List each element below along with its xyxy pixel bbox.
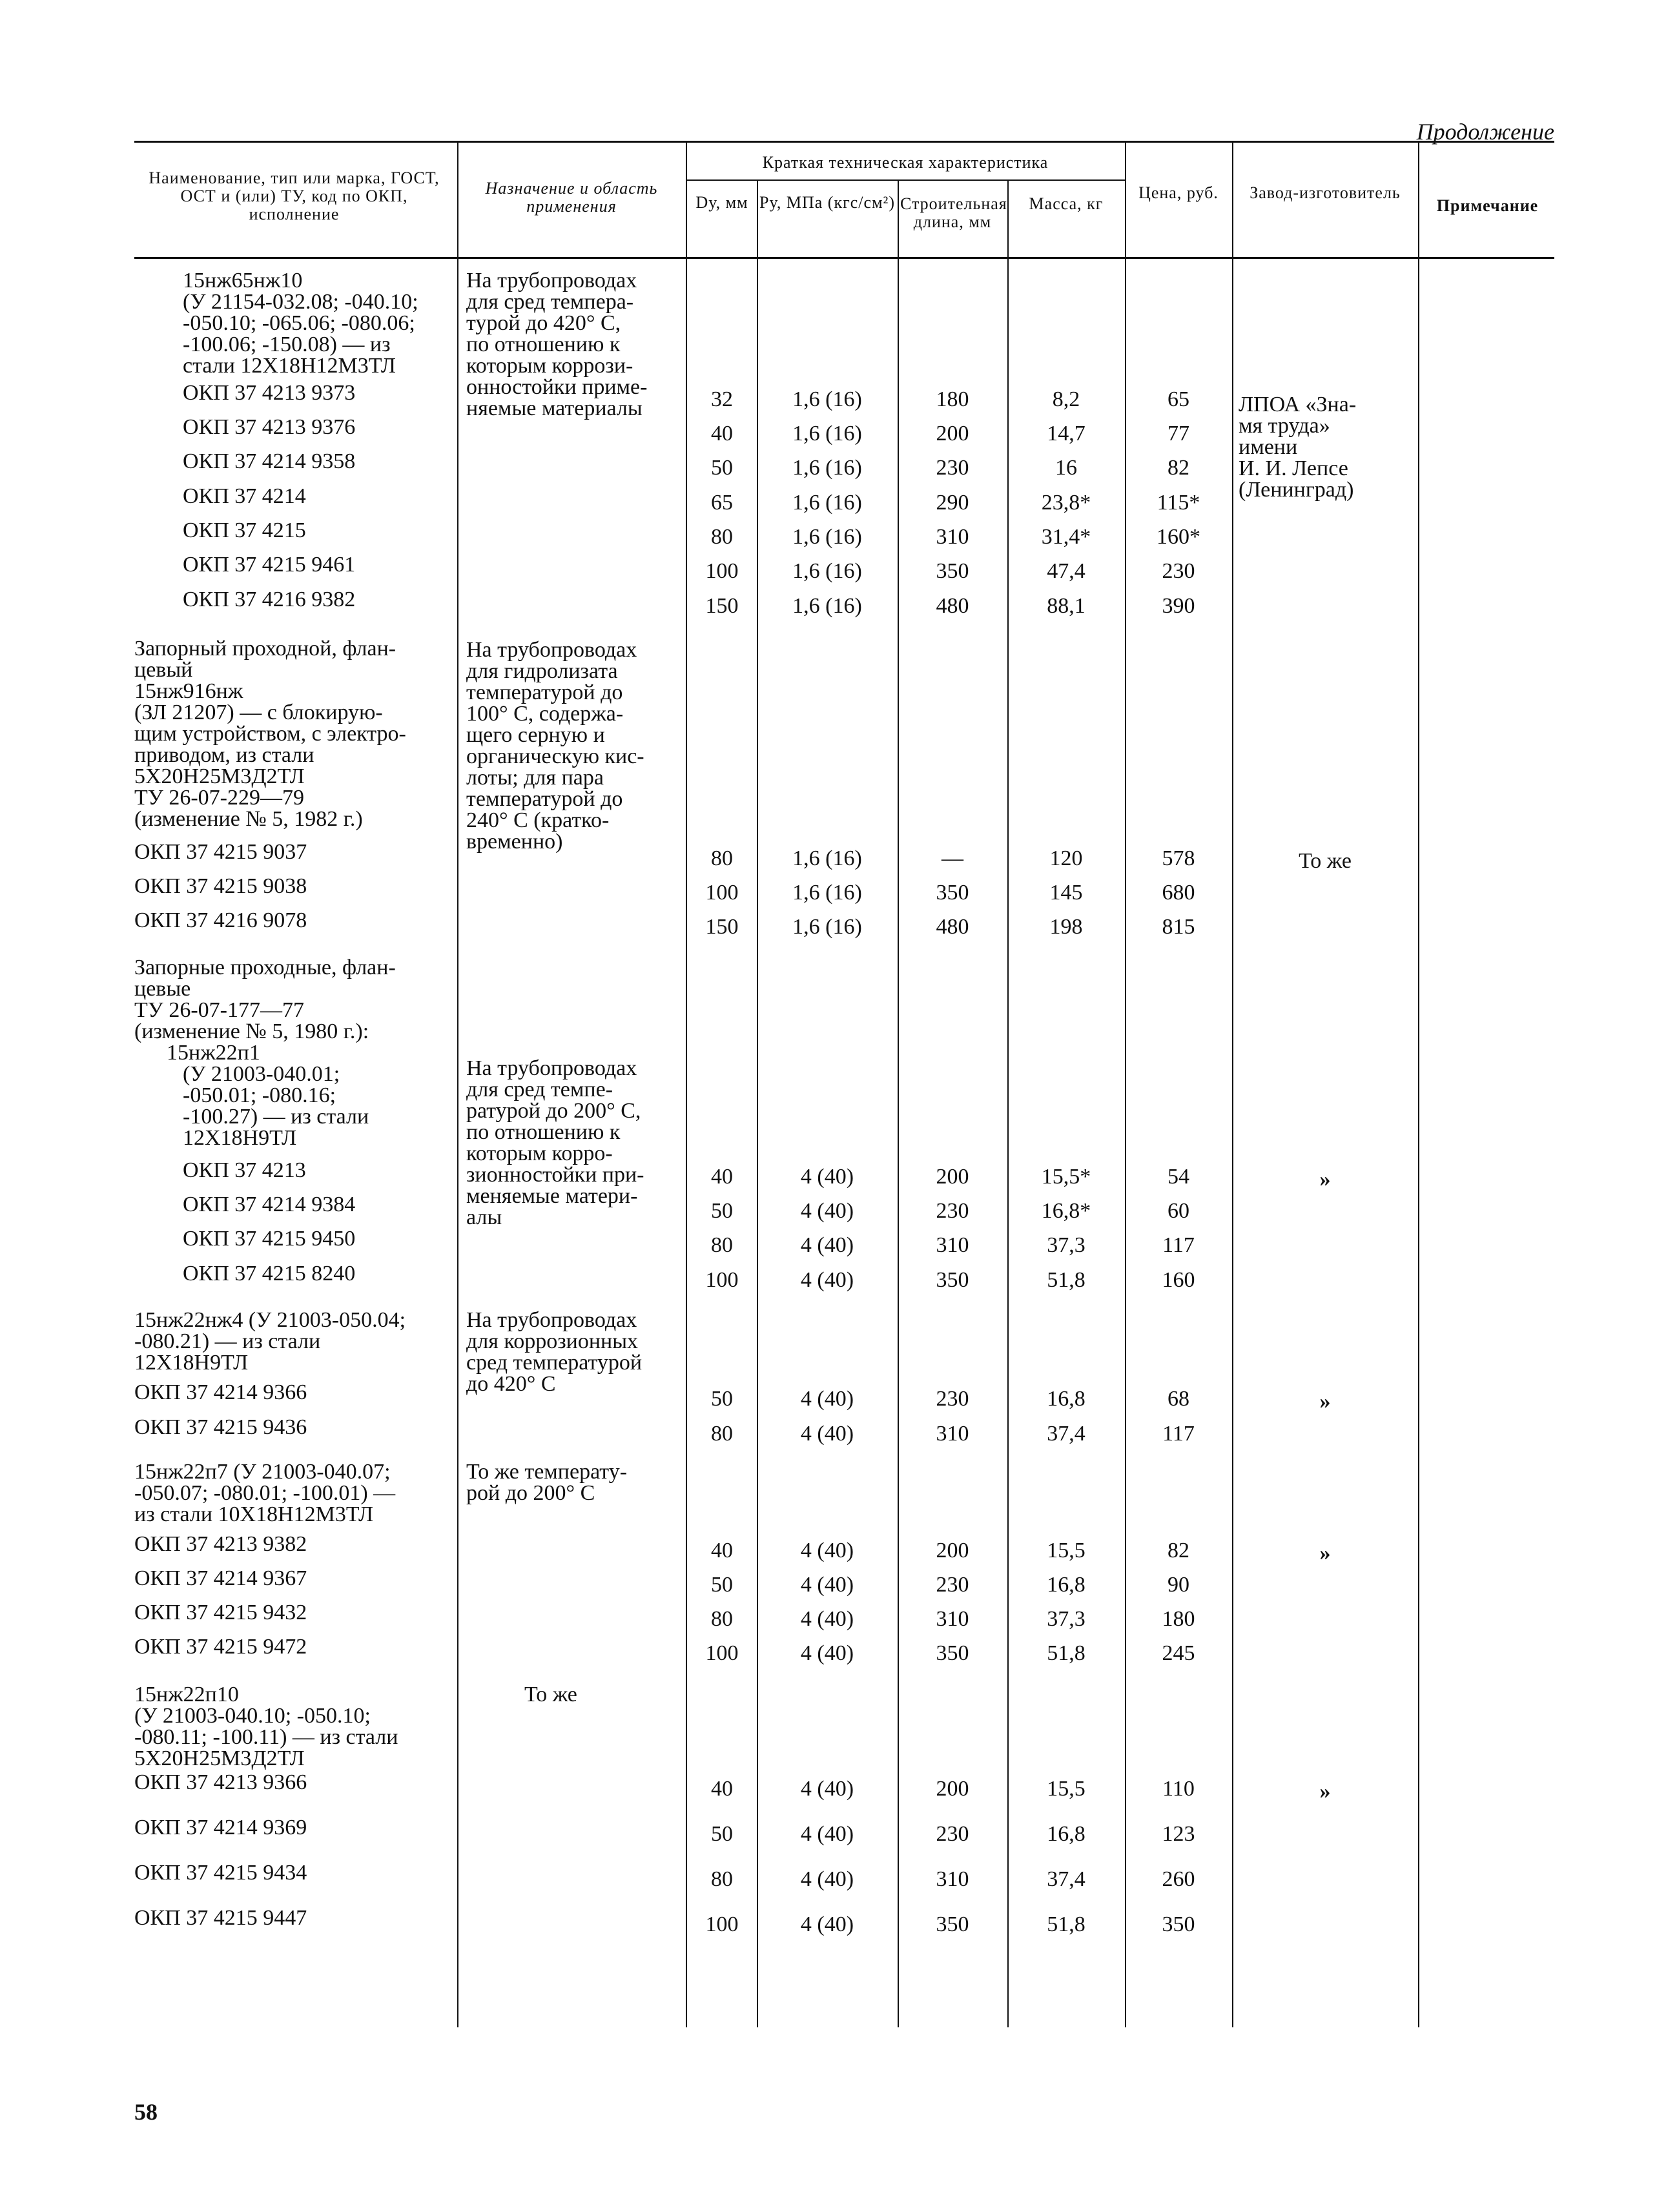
- mass-value: 23,8*: [1041, 491, 1091, 515]
- mass-value: 51,8: [1047, 1268, 1085, 1292]
- py-value: 4 (40): [800, 1422, 854, 1446]
- mass-value: 51,8: [1047, 1641, 1085, 1665]
- okp-code: ОКП 37 4214: [183, 484, 306, 508]
- item-title-line: 15нж65нж10: [183, 269, 303, 292]
- price-value: 110: [1162, 1777, 1195, 1801]
- dy-value: 65: [711, 491, 733, 515]
- maker-cell: »: [1319, 1167, 1331, 1191]
- purpose-line: для коррозионных: [466, 1329, 639, 1353]
- purpose-line: щего серную и: [466, 723, 605, 747]
- purpose-line: турой до 420° С,: [466, 311, 621, 335]
- purpose-line: для сред темпера-: [466, 290, 634, 314]
- length-value: 230: [936, 1822, 969, 1846]
- mass-value: 15,5*: [1041, 1165, 1091, 1189]
- length-value: 310: [936, 1867, 969, 1891]
- price-value: 54: [1168, 1165, 1189, 1189]
- okp-code: ОКП 37 4216 9078: [134, 908, 307, 932]
- okp-code: ОКП 37 4214 9367: [134, 1566, 307, 1590]
- dy-value: 40: [711, 1165, 733, 1189]
- price-value: 117: [1162, 1422, 1195, 1446]
- py-value: 4 (40): [800, 1607, 854, 1631]
- length-value: 480: [936, 594, 969, 618]
- purpose-line: для гидролизата: [466, 659, 618, 683]
- maker-cell: »: [1319, 1779, 1331, 1803]
- price-value: 65: [1168, 387, 1189, 411]
- maker-cell: То же: [1299, 849, 1352, 873]
- length-value: 230: [936, 1199, 969, 1223]
- maker-line: (Ленинград): [1239, 478, 1354, 502]
- price-value: 180: [1162, 1607, 1195, 1631]
- item-title-line: (У 21003-040.01;: [183, 1062, 340, 1086]
- item-title-line: приводом, из стали: [134, 743, 314, 767]
- mass-value: 37,4: [1047, 1867, 1085, 1891]
- header-maker: Завод-изготовитель: [1250, 183, 1401, 202]
- py-value: 4 (40): [800, 1822, 854, 1846]
- item-title-line: цевый: [134, 658, 193, 682]
- mass-value: 16,8: [1047, 1822, 1085, 1846]
- mass-value: 37,3: [1047, 1233, 1085, 1257]
- okp-code: ОКП 37 4213: [183, 1158, 306, 1182]
- mass-value: 15,5: [1047, 1777, 1085, 1801]
- okp-code: ОКП 37 4215 9432: [134, 1601, 307, 1624]
- item-title-line: Запорные проходные, флан-: [134, 956, 396, 979]
- item-title-line: -100.27) — из стали: [183, 1105, 369, 1129]
- item-title-line: -080.21) — из стали: [134, 1329, 321, 1353]
- col-line: [1007, 179, 1009, 2027]
- purpose-line: няемые материалы: [466, 396, 643, 420]
- mass-value: 120: [1049, 846, 1083, 870]
- mass-value: 47,4: [1047, 559, 1085, 583]
- okp-code: ОКП 37 4215 9434: [134, 1861, 307, 1885]
- length-value: 290: [936, 491, 969, 515]
- okp-code: ОКП 37 4215 9450: [183, 1227, 356, 1251]
- price-value: 815: [1162, 915, 1195, 939]
- header-tech-group: Краткая техническая характеристика: [762, 153, 1049, 172]
- col-line: [686, 142, 687, 2027]
- header-bottom-rule: [134, 257, 1554, 259]
- okp-code: ОКП 37 4215 9037: [134, 840, 307, 864]
- py-value: 1,6 (16): [792, 491, 862, 515]
- price-value: 578: [1162, 846, 1195, 870]
- col-line: [898, 179, 899, 2027]
- okp-code: ОКП 37 4213 9382: [134, 1532, 307, 1556]
- purpose-line: На трубопроводах: [466, 1056, 637, 1080]
- dy-value: 150: [705, 915, 739, 939]
- dy-value: 40: [711, 422, 733, 445]
- length-value: 310: [936, 1422, 969, 1446]
- length-value: 200: [936, 422, 969, 445]
- okp-code: ОКП 37 4213 9376: [183, 415, 356, 439]
- price-value: 245: [1162, 1641, 1195, 1665]
- py-value: 4 (40): [800, 1165, 854, 1189]
- price-value: 90: [1168, 1573, 1189, 1597]
- purpose-line: На трубопроводах: [466, 1308, 637, 1332]
- okp-code: ОКП 37 4215 9436: [134, 1415, 307, 1439]
- dy-value: 100: [705, 1641, 739, 1665]
- dy-value: 50: [711, 1387, 733, 1411]
- price-value: 350: [1162, 1912, 1195, 1936]
- dy-value: 80: [711, 1607, 733, 1631]
- col-line: [457, 142, 458, 2027]
- py-value: 4 (40): [800, 1199, 854, 1223]
- dy-value: 50: [711, 1822, 733, 1846]
- purpose-line: температурой до: [466, 681, 623, 704]
- dy-value: 100: [705, 881, 739, 905]
- dy-value: 100: [705, 559, 739, 583]
- purpose-line: онностойки приме-: [466, 375, 648, 399]
- dy-value: 80: [711, 525, 733, 549]
- okp-code: ОКП 37 4215 9447: [134, 1906, 307, 1930]
- tech-group-rule: [686, 179, 1125, 181]
- py-value: 1,6 (16): [792, 525, 862, 549]
- purpose-line: для сред темпе-: [466, 1078, 613, 1101]
- item-title-line: (изменение № 5, 1982 г.): [134, 807, 363, 831]
- price-value: 68: [1168, 1387, 1189, 1411]
- dy-value: 80: [711, 1422, 733, 1446]
- header-price: Цена, руб.: [1138, 183, 1219, 202]
- dy-value: 50: [711, 1573, 733, 1597]
- okp-code: ОКП 37 4214 9366: [134, 1380, 307, 1404]
- col-line: [1418, 142, 1419, 2027]
- dy-value: 100: [705, 1268, 739, 1292]
- item-title-line: 15нж22п7 (У 21003-040.07;: [134, 1460, 391, 1484]
- mass-value: 16,8*: [1041, 1199, 1091, 1223]
- purpose-line: температурой до: [466, 787, 623, 811]
- py-value: 1,6 (16): [792, 422, 862, 445]
- okp-code: ОКП 37 4215 9038: [134, 874, 307, 898]
- py-value: 4 (40): [800, 1539, 854, 1562]
- py-value: 1,6 (16): [792, 881, 862, 905]
- item-title-line: (У 21003-040.10; -050.10;: [134, 1704, 371, 1728]
- purpose-line: органическую кис-: [466, 744, 644, 768]
- length-value: 180: [936, 387, 969, 411]
- item-title-line: (ЗЛ 21207) — с блокирую-: [134, 701, 383, 724]
- mass-value: 15,5: [1047, 1539, 1085, 1562]
- dy-value: 40: [711, 1777, 733, 1801]
- item-title-line: -050.10; -065.06; -080.06;: [183, 311, 415, 335]
- mass-value: 8,2: [1052, 387, 1080, 411]
- col-line: [1232, 142, 1233, 2027]
- item-title-line: -080.11; -100.11) — из стали: [134, 1725, 398, 1749]
- maker-line: И. И. Лепсе: [1239, 456, 1348, 480]
- mass-value: 37,4: [1047, 1422, 1085, 1446]
- col-line: [757, 179, 758, 2027]
- dy-value: 100: [705, 1912, 739, 1936]
- item-title-line: Запорный проходной, флан-: [134, 637, 396, 661]
- py-value: 4 (40): [800, 1641, 854, 1665]
- header-mass: Масса, кг: [1029, 194, 1104, 213]
- py-value: 1,6 (16): [792, 559, 862, 583]
- dy-value: 32: [711, 387, 733, 411]
- header-py: Pу, МПа (кгс/см²): [759, 193, 895, 212]
- okp-code: ОКП 37 4214 9384: [183, 1193, 356, 1216]
- length-value: 200: [936, 1777, 969, 1801]
- item-title-line: 15нж22п10: [134, 1683, 239, 1706]
- okp-code: ОКП 37 4215 9472: [134, 1635, 307, 1659]
- maker-cell: »: [1319, 1541, 1331, 1565]
- length-value: 350: [936, 881, 969, 905]
- price-value: 160*: [1157, 525, 1200, 549]
- dy-value: 50: [711, 456, 733, 480]
- dy-value: 40: [711, 1539, 733, 1562]
- dy-value: 50: [711, 1199, 733, 1223]
- price-value: 115*: [1157, 491, 1200, 515]
- continuation-label: Продолжение: [1416, 119, 1554, 145]
- item-title-line: -100.06; -150.08) — из: [183, 333, 391, 356]
- purpose-line: На трубопроводах: [466, 638, 637, 662]
- maker-cell: »: [1319, 1389, 1331, 1413]
- mass-value: 16: [1055, 456, 1077, 480]
- price-value: 123: [1162, 1822, 1195, 1846]
- price-value: 390: [1162, 594, 1195, 618]
- purpose-line: То же температу-: [466, 1460, 628, 1484]
- item-title-line: 5Х20Н25М3Д2ТЛ: [134, 764, 305, 788]
- top-rule: [134, 141, 1554, 143]
- item-title-line: -050.07; -080.01; -100.01) —: [134, 1481, 396, 1505]
- price-value: 60: [1168, 1199, 1189, 1223]
- price-value: 230: [1162, 559, 1195, 583]
- py-value: 4 (40): [800, 1867, 854, 1891]
- purpose-line: которым корро-: [466, 1142, 613, 1165]
- col-line: [1125, 142, 1126, 2027]
- purpose-line: по отношению к: [466, 333, 621, 356]
- mass-value: 16,8: [1047, 1387, 1085, 1411]
- item-title-line: щим устройством, с электро-: [134, 722, 406, 746]
- price-value: 82: [1168, 456, 1189, 480]
- length-value: 230: [936, 456, 969, 480]
- header-name: Наименование, тип или марка, ГОСТ, ОСТ и (или) ТУ, код по ОКП, исполнение: [149, 169, 440, 223]
- okp-code: ОКП 37 4215 8240: [183, 1262, 356, 1285]
- price-value: 82: [1168, 1539, 1189, 1562]
- purpose-line: На трубопроводах: [466, 269, 637, 292]
- length-value: 310: [936, 1233, 969, 1257]
- purpose-line: рой до 200° С: [466, 1481, 595, 1505]
- purpose-line: лоты; для пара: [466, 766, 604, 790]
- okp-code: ОКП 37 4214 9358: [183, 449, 356, 473]
- py-value: 4 (40): [800, 1268, 854, 1292]
- maker-line: мя труда»: [1239, 414, 1330, 438]
- purpose-line: алы: [466, 1205, 502, 1229]
- okp-code: ОКП 37 4215 9461: [183, 553, 356, 577]
- maker-line: ЛПОА «Зна-: [1239, 393, 1357, 416]
- purpose-line: 240° С (кратко-: [466, 808, 610, 832]
- purpose-line: То же: [524, 1683, 577, 1706]
- item-title-line: стали 12Х18Н12М3ТЛ: [183, 354, 396, 378]
- dy-value: 150: [705, 594, 739, 618]
- okp-code: ОКП 37 4213 9373: [183, 381, 356, 405]
- purpose-line: 100° С, содержа-: [466, 702, 624, 726]
- purpose-line: по отношению к: [466, 1120, 621, 1144]
- length-value: 350: [936, 1641, 969, 1665]
- length-value: 350: [936, 1268, 969, 1292]
- item-title-line: 12Х18Н9ТЛ: [134, 1351, 249, 1375]
- item-title-line: (У 21154-032.08; -040.10;: [183, 290, 418, 314]
- item-title-line: -050.01; -080.16;: [183, 1083, 336, 1107]
- length-value: 310: [936, 1607, 969, 1631]
- purpose-line: меняемые матери-: [466, 1184, 638, 1208]
- maker-line: имени: [1239, 435, 1298, 459]
- purpose-line: ратурой до 200° С,: [466, 1099, 641, 1123]
- mass-value: 198: [1049, 915, 1083, 939]
- py-value: 1,6 (16): [792, 456, 862, 480]
- length-value: 230: [936, 1387, 969, 1411]
- header-purpose: Назначение и область применения: [485, 179, 658, 216]
- dy-value: 80: [711, 1867, 733, 1891]
- dy-value: 80: [711, 1233, 733, 1257]
- purpose-line: сред температурой: [466, 1351, 643, 1375]
- header-note: Примечание: [1436, 196, 1539, 215]
- mass-value: 14,7: [1047, 422, 1085, 445]
- mass-value: 31,4*: [1041, 525, 1091, 549]
- price-value: 160: [1162, 1268, 1195, 1292]
- item-title-line: 12Х18Н9ТЛ: [183, 1126, 297, 1150]
- length-value: 350: [936, 559, 969, 583]
- dy-value: 80: [711, 846, 733, 870]
- item-title-line: ТУ 26-07-177—77: [134, 998, 304, 1022]
- price-value: 260: [1162, 1867, 1195, 1891]
- item-title-line: цевые: [134, 977, 191, 1001]
- py-value: 4 (40): [800, 1912, 854, 1936]
- py-value: 4 (40): [800, 1777, 854, 1801]
- okp-code: ОКП 37 4215: [183, 518, 306, 542]
- length-value: 310: [936, 525, 969, 549]
- purpose-line: временно): [466, 830, 563, 854]
- length-value: 480: [936, 915, 969, 939]
- mass-value: 51,8: [1047, 1912, 1085, 1936]
- item-title-line: 15нж22п1: [167, 1041, 260, 1065]
- py-value: 1,6 (16): [792, 846, 862, 870]
- py-value: 1,6 (16): [792, 387, 862, 411]
- purpose-line: которым коррози-: [466, 354, 633, 378]
- price-value: 77: [1168, 422, 1189, 445]
- purpose-line: зионностойки при-: [466, 1163, 644, 1187]
- py-value: 4 (40): [800, 1233, 854, 1257]
- py-value: 4 (40): [800, 1387, 854, 1411]
- item-title-line: 15нж916нж: [134, 679, 243, 703]
- item-title-line: из стали 10Х18Н12М3ТЛ: [134, 1502, 374, 1526]
- mass-value: 16,8: [1047, 1573, 1085, 1597]
- py-value: 1,6 (16): [792, 915, 862, 939]
- price-value: 117: [1162, 1233, 1195, 1257]
- price-value: 680: [1162, 881, 1195, 905]
- item-title-line: 5Х20Н25М3Д2ТЛ: [134, 1746, 305, 1770]
- okp-code: ОКП 37 4214 9369: [134, 1816, 307, 1839]
- item-title-line: (изменение № 5, 1980 г.):: [134, 1019, 369, 1043]
- page-number: 58: [134, 2099, 158, 2125]
- mass-value: 145: [1049, 881, 1083, 905]
- header-dy: Dу, мм: [695, 193, 748, 212]
- length-value: 200: [936, 1539, 969, 1562]
- py-value: 1,6 (16): [792, 594, 862, 618]
- mass-value: 37,3: [1047, 1607, 1085, 1631]
- okp-code: ОКП 37 4213 9366: [134, 1770, 307, 1794]
- mass-value: 88,1: [1047, 594, 1085, 618]
- length-value: 350: [936, 1912, 969, 1936]
- py-value: 4 (40): [800, 1573, 854, 1597]
- length-value: 230: [936, 1573, 969, 1597]
- okp-code: ОКП 37 4216 9382: [183, 588, 356, 611]
- item-title-line: 15нж22нж4 (У 21003-050.04;: [134, 1308, 406, 1332]
- header-length: Строительная длина, мм: [900, 194, 1007, 231]
- item-title-line: ТУ 26-07-229—79: [134, 786, 304, 810]
- purpose-line: до 420° С: [466, 1372, 556, 1396]
- length-value: 200: [936, 1165, 969, 1189]
- length-value: —: [941, 846, 963, 870]
